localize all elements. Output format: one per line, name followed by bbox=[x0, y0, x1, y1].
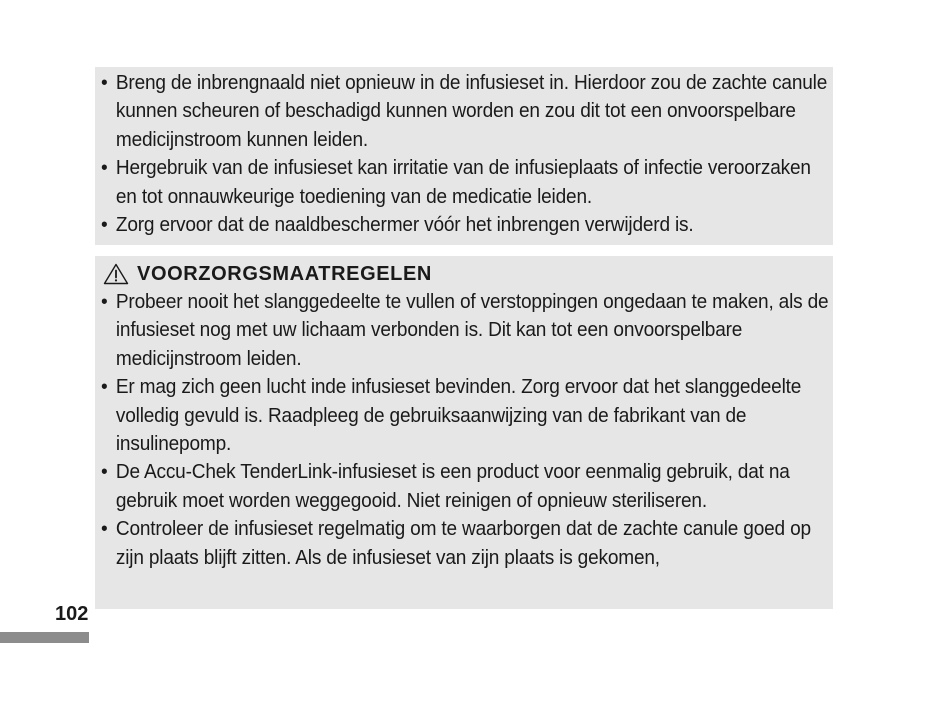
list-item: • Probeer nooit het slanggedeelte te vullen of verstoppingen ongedaan te maken, als de infusieset nog met uw lichaam verbonden is. Dit kan tot een onvoorspelbare medicijnstroom leiden. bbox=[101, 288, 832, 373]
page-number: 102 bbox=[55, 603, 89, 625]
info-box bbox=[95, 67, 833, 245]
warning-triangle-icon bbox=[103, 263, 129, 285]
list-item: • De Accu-Chek TenderLink-infusieset is een product voor eenmalig gebruik, dat na gebruik moet worden weggegooid. Niet reinigen of opnieuw steriliseren. bbox=[101, 458, 832, 515]
list-item: • Er mag zich geen lucht inde infusieset bevinden. Zorg ervoor dat het slanggedeelte volledig gevuld is. Raadpleeg de gebruiksaanwijzing van de fabrikant van de insulinepomp. bbox=[101, 373, 832, 458]
list-item: • Breng de inbrengnaald niet opnieuw in de infusieset in. Hierdoor zou de zachte canule kunnen scheuren of beschadigd kunnen worden en zou dit tot een onvoorspelbare medicijnstroom kunnen leiden. bbox=[101, 69, 832, 154]
list-item: • Controleer de infusieset regelmatig om te waarborgen dat de zachte canule goed op zijn plaats blijft zitten. Als de infusieset van zijn plaats is gekomen, bbox=[101, 515, 832, 572]
list-item: • Zorg ervoor dat de naaldbeschermer vóór het inbrengen verwijderd is. bbox=[101, 211, 832, 239]
page-marker-bar bbox=[0, 632, 89, 643]
caution-list bbox=[101, 288, 829, 572]
caution-heading bbox=[101, 260, 825, 288]
list-item: • Hergebruik van de infusieset kan irritatie van de infusieplaats of infectie veroorzaken en tot onnauwkeurige toediening van de medicatie leiden. bbox=[101, 154, 832, 211]
info-list bbox=[101, 69, 828, 239]
caution-title: VOORZORGSMAATREGELEN bbox=[137, 262, 432, 285]
caution-box bbox=[95, 256, 833, 609]
